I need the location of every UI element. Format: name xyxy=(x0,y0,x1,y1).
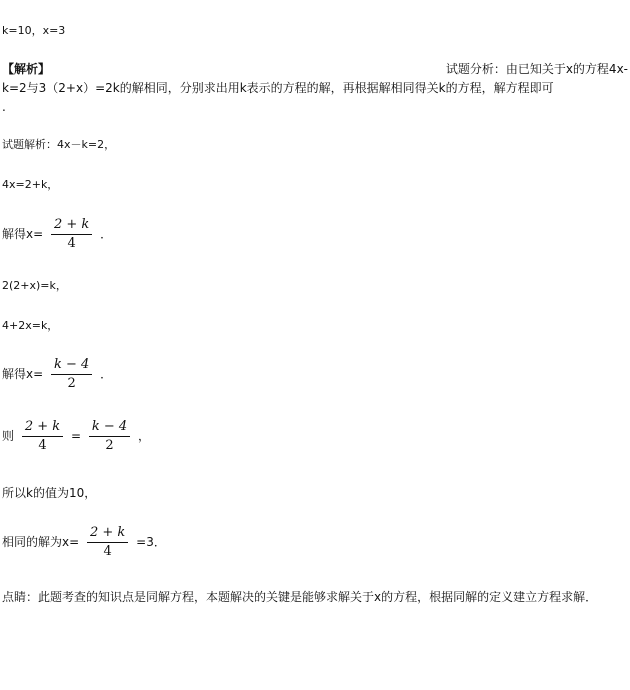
step-5-prefix: 解得x= xyxy=(2,367,44,381)
step-8-prefix: 相同的解为x= xyxy=(2,535,80,549)
note-paragraph: 点睛：此题考查的知识点是同解方程，本题解决的关键是能够求解关于x的方程，根据同解的定义建立方程求解． xyxy=(2,590,598,604)
fraction-b-numerator: k − 4 xyxy=(51,358,92,375)
step-5-suffix: ． xyxy=(100,367,113,381)
step-8-suffix: =3． xyxy=(136,535,166,549)
analysis-line-2: k=2与3（2+x）=2k的解相同，分别求出用k表示的方程的解，再根据解相同得关k的方程，解方程即可 xyxy=(2,81,554,95)
analysis-intro: 试题分析：由已知关于x的方程4x- xyxy=(445,62,628,76)
analysis-paragraph xyxy=(2,60,628,117)
fraction-d xyxy=(89,420,130,453)
solution-step-4: 4+2x=k， xyxy=(2,319,59,332)
fraction-d-numerator: k − 4 xyxy=(89,420,130,437)
solution-step-7: 所以k的值为10， xyxy=(2,486,97,500)
step-2-suffix: ． xyxy=(100,227,113,241)
step-2-prefix: 解得x= xyxy=(2,227,44,241)
analysis-line-3: . xyxy=(2,100,6,114)
step-6-equals: = xyxy=(70,429,82,443)
solution-step-5 xyxy=(2,358,112,391)
solution-header: 试题解析：4x－k=2， xyxy=(2,138,116,151)
step-6-suffix: ， xyxy=(138,429,151,443)
fraction-a-numerator: 2 + k xyxy=(51,218,92,235)
fraction-e xyxy=(87,526,128,559)
analysis-heading: 【解析】 xyxy=(2,62,51,76)
solution-step-2 xyxy=(2,218,112,251)
fraction-e-denominator: 4 xyxy=(103,544,112,559)
fraction-c-denominator: 4 xyxy=(38,438,47,453)
fraction-b-denominator: 2 xyxy=(67,376,76,391)
fraction-c-numerator: 2 + k xyxy=(22,420,63,437)
answer-line: k=10，x=3 xyxy=(2,24,66,37)
step-6-prefix: 则 xyxy=(2,429,15,443)
fraction-b xyxy=(51,358,92,391)
fraction-c xyxy=(22,420,63,453)
solution-step-6 xyxy=(2,420,150,453)
fraction-a-denominator: 4 xyxy=(67,236,76,251)
fraction-a xyxy=(51,218,92,251)
fraction-d-denominator: 2 xyxy=(105,438,114,453)
solution-step-8 xyxy=(2,526,166,559)
solution-step-1: 4x=2+k， xyxy=(2,178,59,191)
fraction-e-numerator: 2 + k xyxy=(87,526,128,543)
solution-step-3: 2(2+x)=k， xyxy=(2,279,67,292)
